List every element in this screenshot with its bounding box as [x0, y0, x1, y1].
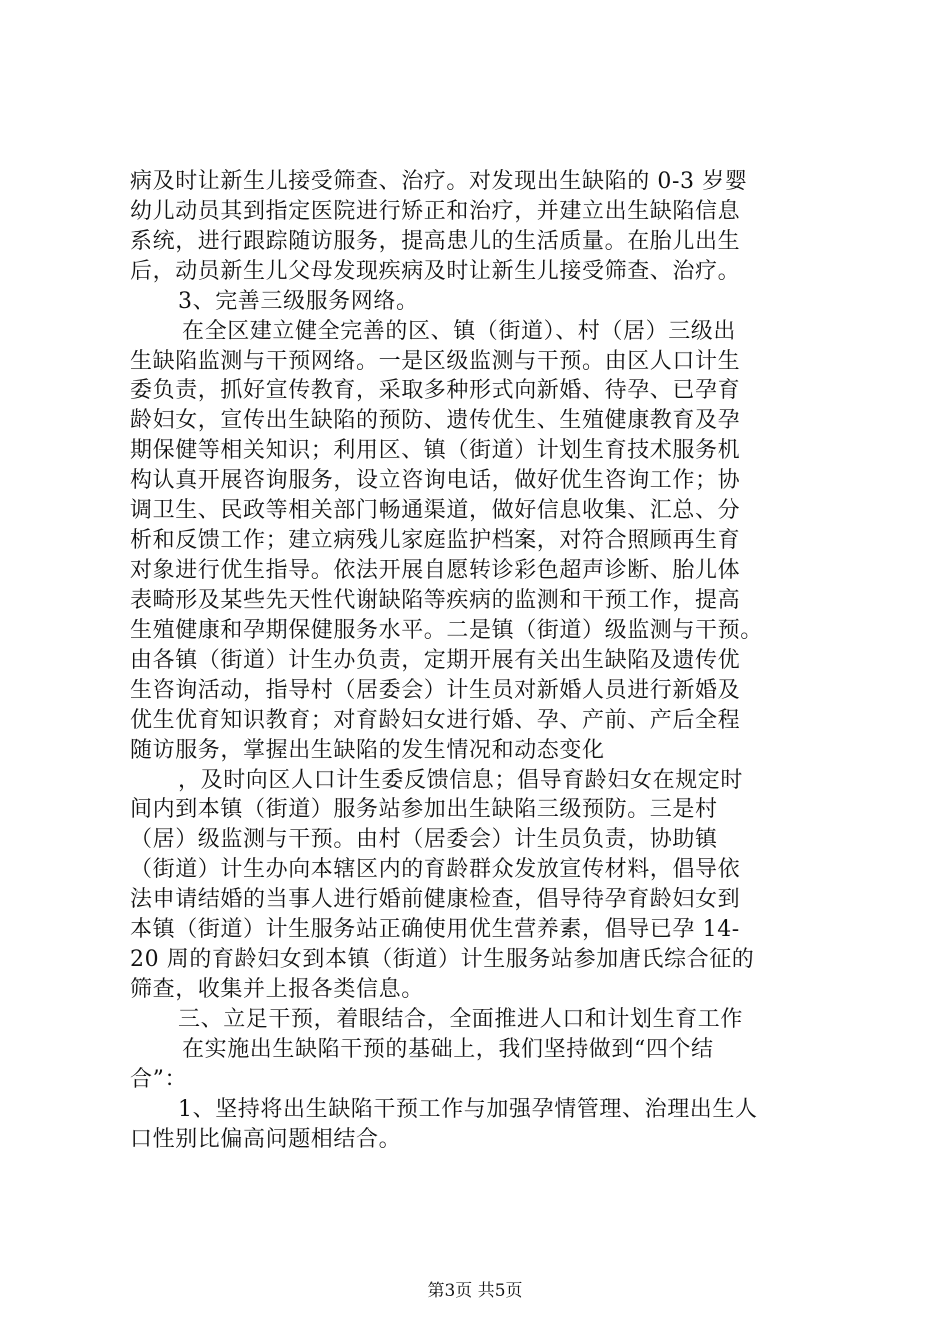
text-line: 1、坚持将出生缺陷干预工作与加强孕情管理、治理出生人 — [178, 1097, 758, 1122]
page-footer: 第3页 共5页 — [427, 1281, 523, 1301]
text-line: 委负责，抓好宣传教育，采取多种形式向新婚、待孕、已孕育 — [130, 378, 741, 403]
text-line: 病及时让新生儿接受筛查、治疗。对发现出生缺陷的 0-3 岁婴 — [130, 169, 748, 194]
text-line: 后，动员新生儿父母发现疾病及时让新生儿接受筛查、治疗。 — [130, 259, 741, 284]
text-line: 合”： — [130, 1067, 188, 1092]
text-line: （居）级监测与干预。由村（居委会）计生员负责，协助镇 — [130, 827, 718, 852]
text-line: 由各镇（街道）计生办负责，定期开展有关出生缺陷及遗传优 — [130, 648, 741, 673]
text-line: 生殖健康和孕期保健服务水平。二是镇（街道）级监测与干预。 — [130, 618, 763, 643]
text-line: 调卫生、民政等相关部门畅通渠道，做好信息收集、汇总、分 — [130, 498, 741, 523]
text-line: 幼儿动员其到指定医院进行矫正和治疗，并建立出生缺陷信息 — [130, 199, 741, 224]
text-line: 期保健等相关知识；利用区、镇（街道）计划生育技术服务机 — [130, 438, 741, 463]
text-line: （街道）计生办向本辖区内的育龄群众发放宣传材料，倡导依 — [130, 857, 741, 882]
text-line: 筛查，收集并上报各类信息。 — [130, 977, 424, 1002]
text-line: 在全区建立健全完善的区、镇（街道）、村（居）三级出 — [182, 319, 737, 344]
text-line: 20 周的育龄妇女到本镇（街道）计生服务站参加唐氏综合征的 — [130, 947, 755, 972]
text-line: 本镇（街道）计生服务站正确使用优生营养素，倡导已孕 14- — [130, 917, 740, 942]
text-line: 法申请结婚的当事人进行婚前健康检查，倡导待孕育龄妇女到 — [130, 887, 741, 912]
text-line: 随访服务，掌握出生缺陷的发生情况和动态变化 — [130, 738, 605, 763]
text-line: 龄妇女，宣传出生缺陷的预防、遗传优生、生殖健康教育及孕 — [130, 408, 741, 433]
text-line: 优生优育知识教育；对育龄妇女进行婚、孕、产前、产后全程 — [130, 708, 741, 733]
text-line: ，及时向区人口计生委反馈信息；倡导育龄妇女在规定时 — [178, 768, 744, 793]
text-line: 系统，进行跟踪随访服务，提高患儿的生活质量。在胎儿出生 — [130, 229, 741, 254]
text-line: 对象进行优生指导。依法开展自愿转诊彩色超声诊断、胎儿体 — [130, 558, 741, 583]
text-line: 间内到本镇（街道）服务站参加出生缺陷三级预防。三是村 — [130, 797, 718, 822]
text-line: 3、完善三级服务网络。 — [178, 289, 419, 314]
text-line: 生咨询活动，指导村（居委会）计生员对新婚人员进行新婚及 — [130, 678, 741, 703]
text-line: 表畸形及某些先天性代谢缺陷等疾病的监测和干预工作，提高 — [130, 588, 741, 613]
text-line: 析和反馈工作；建立病残儿家庭监护档案，对符合照顾再生育 — [130, 528, 741, 553]
text-line: 构认真开展咨询服务，设立咨询电话，做好优生咨询工作；协 — [130, 468, 741, 493]
text-line: 口性别比偏高问题相结合。 — [130, 1127, 402, 1152]
section-heading: 三、立足干预，着眼结合，全面推进人口和计划生育工作 — [178, 1007, 744, 1032]
text-line: 在实施出生缺陷干预的基础上，我们坚持做到“四个结 — [182, 1037, 714, 1062]
text-line: 生缺陷监测与干预网络。一是区级监测与干预。由区人口计生 — [130, 349, 741, 374]
